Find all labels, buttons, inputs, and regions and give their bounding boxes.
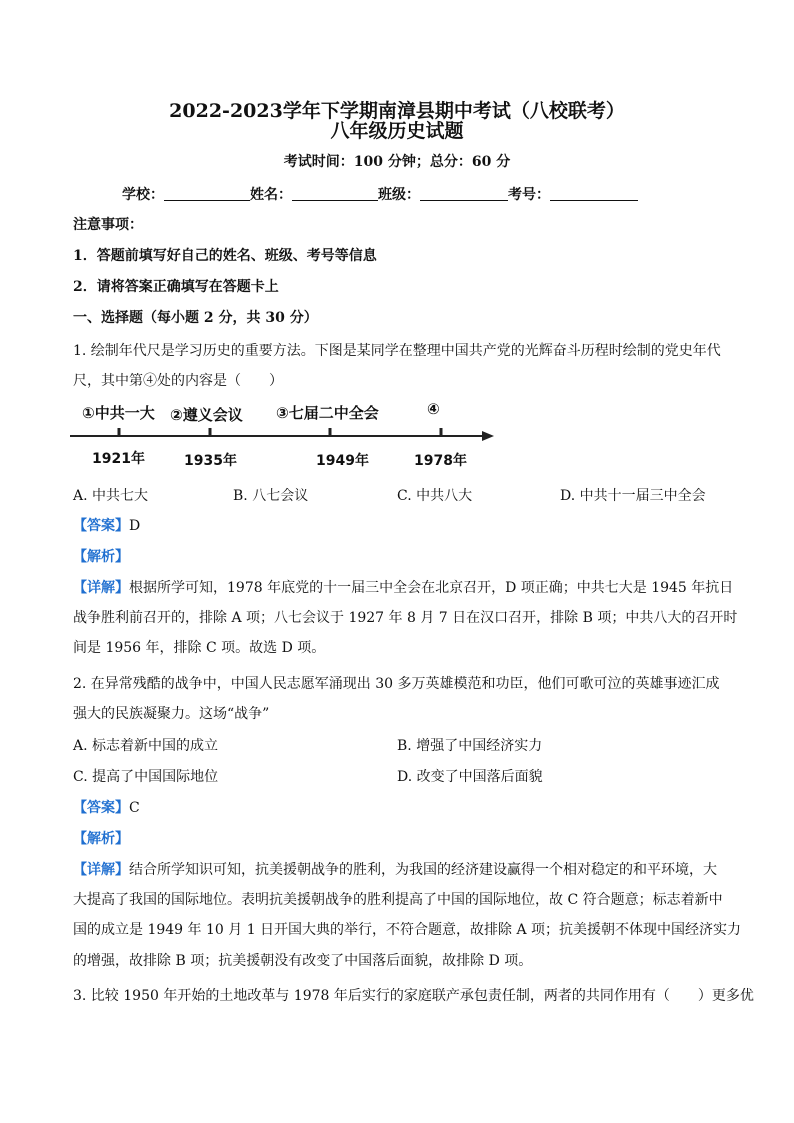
- answer-value: C: [129, 800, 140, 816]
- class-label: 班级：: [378, 187, 420, 203]
- q2-detail-line3: 国的成立是 1949 年 10 月 1 日开国大典的举行，不符合题意，故排除 A 项；抗美援朝不体现中国经济实力: [73, 922, 742, 938]
- q2-stem-line1: 2. 在异常残酷的战争中，中国人民志愿军涌现出 30 多万英雄模范和功臣，他们可歌可泣的英雄事迹汇成: [73, 676, 720, 692]
- q2-analysis-tag: 【解析】: [73, 831, 129, 847]
- notes-heading: 注意事项：: [73, 217, 143, 233]
- q2-stem-line2: 强大的民族凝聚力。这场“战争”: [73, 706, 270, 722]
- q1-stem-line2: 尺，其中第④处的内容是（ ）: [73, 373, 283, 389]
- student-info-row: [122, 184, 638, 204]
- id-blank[interactable]: [550, 186, 638, 201]
- id-label: 考号：: [508, 187, 550, 203]
- timeline-label-2: ②遵义会议: [170, 406, 243, 424]
- q1-answer: [73, 515, 140, 535]
- timeline-year-2: 1935年: [184, 453, 237, 469]
- q2-option-c[interactable]: C. 提高了中国国际地位: [73, 769, 219, 785]
- exam-subtitle: 八年级历史试题: [330, 120, 464, 142]
- q2-detail-line2: 大提高了我国的国际地位。表明抗美援朝战争的胜利提高了中国的国际地位，故 C 符合题意；标志着新中: [73, 892, 723, 908]
- detail-tag: 【详解】: [73, 862, 129, 878]
- q2-option-b[interactable]: B. 增强了中国经济实力: [397, 738, 543, 754]
- q1-detail-line1: [73, 577, 733, 597]
- timeline-year-3: 1949年: [316, 453, 369, 469]
- detail-tag: 【详解】: [73, 580, 129, 596]
- school-label: 学校：: [122, 187, 164, 203]
- notes-item: 1．答题前填写好自己的姓名、班级、考号等信息: [73, 248, 377, 264]
- school-blank[interactable]: [164, 186, 250, 201]
- q1-detail-line3: 间是 1956 年，排除 C 项。故选 D 项。: [73, 640, 326, 656]
- exam-title: 2022-2023学年下学期南漳县期中考试（八校联考）: [169, 100, 625, 122]
- detail-text: 结合所学知识可知，抗美援朝战争的胜利，为我国的经济建设赢得一个相对稳定的和平环境，大: [129, 862, 717, 878]
- q3-stem-line1: 3. 比较 1950 年开始的土地改革与 1978 年后实行的家庭联产承包责任制，两者的共同作用有（ ）更多优: [73, 988, 754, 1004]
- timeline-label-1: ①中共一大: [82, 404, 155, 422]
- timeline-label-3: ③七届二中全会: [276, 404, 379, 422]
- q1-detail-line2: 战争胜利前召开的，排除 A 项；八七会议于 1927 年 8 月 7 日在汉口召开，排除 B 项；中共八大的召开时: [73, 610, 738, 626]
- q1-option-b[interactable]: B. 八七会议: [233, 488, 309, 504]
- timeline-year-1: 1921年: [92, 451, 145, 467]
- timeline-year-4: 1978年: [414, 453, 467, 469]
- detail-text: 根据所学可知，1978 年底党的十一届三中全会在北京召开，D 项正确；中共七大是 1945 年抗日: [129, 580, 734, 596]
- exam-info: 考试时间：100 分钟；总分：60 分: [283, 154, 511, 170]
- q1-stem-line1: 1. 绘制年代尺是学习历史的重要方法。下图是某同学在整理中国共产党的光辉奋斗历程时绘制的党史年代: [73, 343, 721, 359]
- answer-tag: 【答案】: [73, 518, 129, 534]
- timeline-axis: [70, 424, 500, 446]
- q1-option-d[interactable]: D. 中共十一届三中全会: [560, 488, 706, 504]
- q1-analysis-tag: 【解析】: [73, 549, 129, 565]
- q2-option-d[interactable]: D. 改变了中国落后面貌: [397, 769, 543, 785]
- q1-option-c[interactable]: C. 中共八大: [397, 488, 473, 504]
- q1-option-a[interactable]: A. 中共七大: [73, 488, 149, 504]
- answer-value: D: [129, 518, 141, 534]
- q2-detail-line4: 的增强，故排除 B 项；抗美援朝没有改变了中国落后面貌，故排除 D 项。: [73, 953, 533, 969]
- name-label: 姓名：: [250, 187, 292, 203]
- timeline-label-4: ④: [427, 400, 440, 418]
- notes-item: 2．请将答案正确填写在答题卡上: [73, 279, 279, 295]
- q2-detail-line1: [73, 859, 717, 879]
- q2-option-a[interactable]: A. 标志着新中国的成立: [73, 738, 219, 754]
- q2-answer: [73, 797, 140, 817]
- name-blank[interactable]: [292, 186, 378, 201]
- section-heading: 一、选择题（每小题 2 分，共 30 分）: [73, 310, 318, 326]
- answer-tag: 【答案】: [73, 800, 129, 816]
- class-blank[interactable]: [420, 186, 508, 201]
